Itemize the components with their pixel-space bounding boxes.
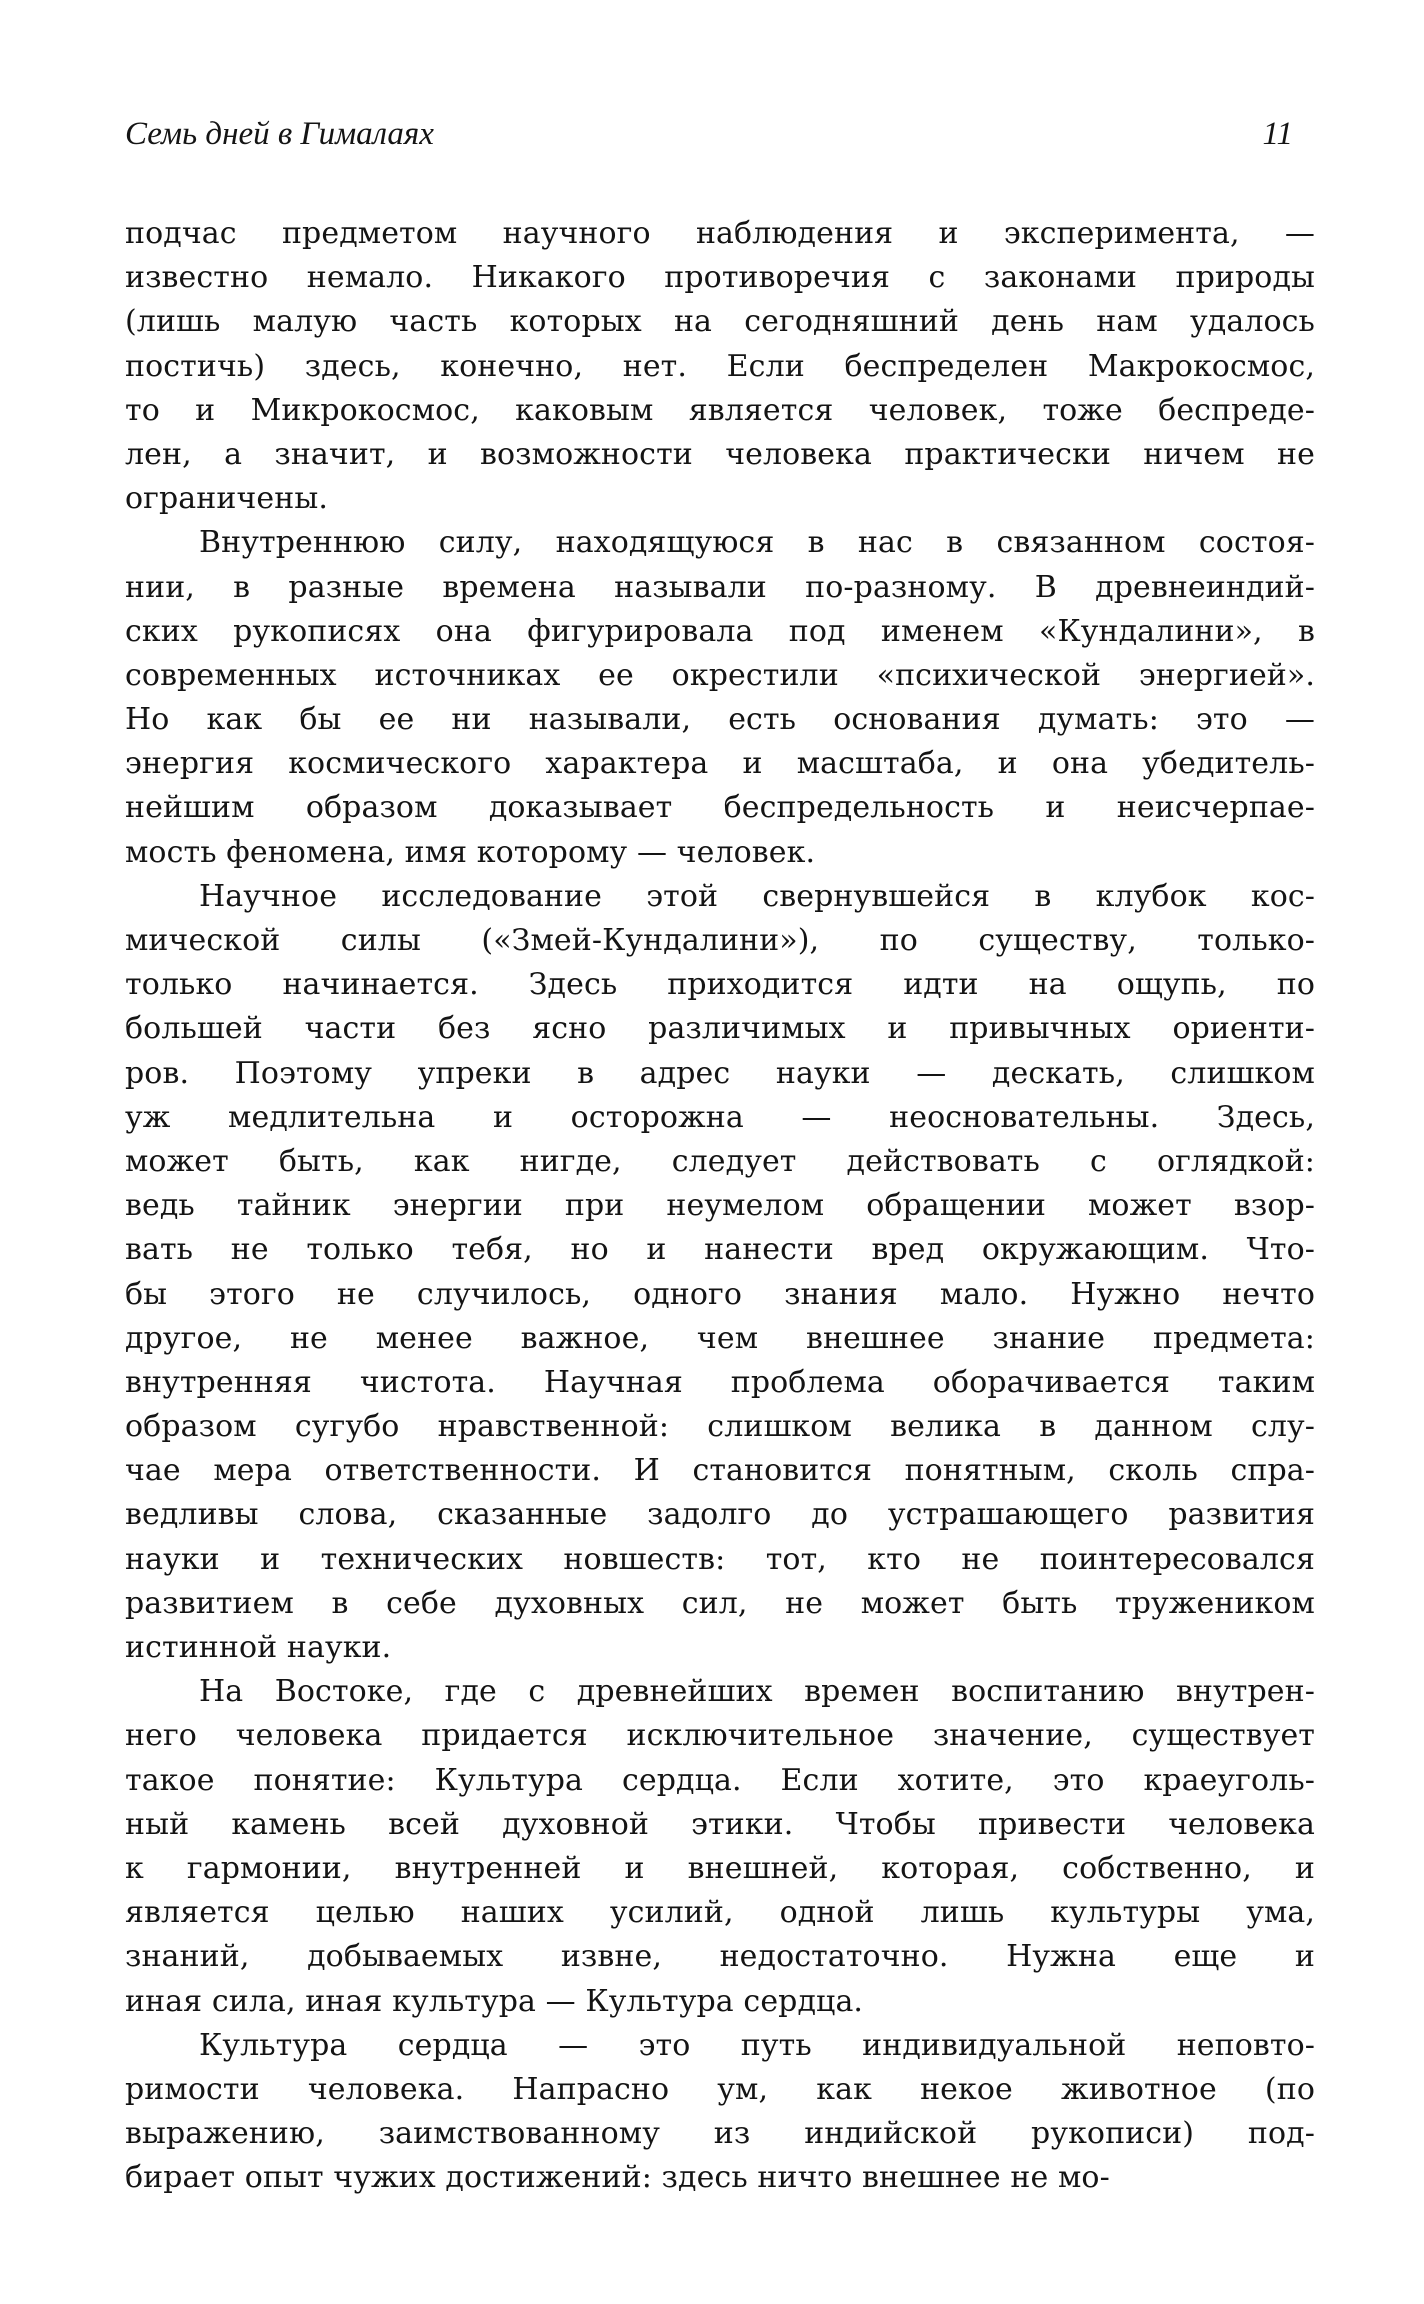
text-line: развитием в себе духовных сил, не может быть тружеником	[125, 1585, 1315, 1621]
text-line: него человека придается исключительное значение, существует	[125, 1718, 1315, 1754]
paragraph	[125, 875, 1315, 1670]
text-line: только начинается. Здесь приходится идти на ощупь, по	[125, 967, 1315, 1003]
text-line: ведь тайник энергии при неумелом обращении может взор-	[125, 1188, 1315, 1224]
text-line: уж медлительна и осторожна — неосновательны. Здесь,	[125, 1099, 1315, 1135]
text-line: иная сила, иная культура — Культура сердца.	[125, 1983, 864, 2019]
text-line: ный камень всей духовной этики. Чтобы привести человека	[125, 1806, 1315, 1842]
text-line: к гармонии, внутренней и внешней, которая, собственно, и	[125, 1850, 1315, 1886]
text-line: образом сугубо нравственной: слишком велика в данном слу-	[125, 1409, 1315, 1445]
text-line: вать не только тебя, но и нанести вред окружающим. Что-	[125, 1232, 1315, 1268]
paragraph	[125, 1670, 1315, 2024]
text-line: На Востоке, где с древнейших времен воспитанию внутрен-	[199, 1674, 1315, 1710]
text-line: Но как бы ее ни называли, есть основания думать: это —	[125, 702, 1315, 738]
text-line: истинной науки.	[125, 1630, 392, 1665]
text-line: мость феномена, имя которому — человек.	[125, 834, 816, 870]
text-line: нии, в разные времена называли по-разному. В древнеиндий-	[125, 569, 1315, 605]
text-line: знаний, добываемых извне, недостаточно. Нужна еще и	[125, 1939, 1315, 1975]
text-line: постичь) здесь, конечно, нет. Если беспределен Макрокосмос,	[125, 348, 1315, 384]
text-line: такое понятие: Культура сердца. Если хотите, это краеуголь-	[125, 1762, 1315, 1798]
running-head	[125, 112, 1315, 156]
text-line: современных источниках ее окрестили «психической энергией».	[125, 657, 1315, 693]
text-line: ров. Поэтому упреки в адрес науки — дескать, слишком	[125, 1055, 1315, 1091]
text-line: бы этого не случилось, одного знания мало. Нужно нечто	[125, 1276, 1315, 1312]
text-line: энергия космического характера и масштаба, и она убедитель-	[125, 746, 1315, 782]
text-line: ограничены.	[125, 481, 328, 517]
text-line: ских рукописях она фигурировала под именем «Кундалини», в	[125, 613, 1315, 649]
body-text	[125, 212, 1315, 2200]
paragraph	[125, 212, 1315, 521]
text-line: является целью наших усилий, одной лишь культуры ума,	[125, 1895, 1315, 1931]
text-line: известно немало. Никакого противоречия с законами природы	[125, 260, 1315, 296]
text-line: другое, не менее важное, чем внешнее знание предмета:	[125, 1320, 1315, 1356]
text-line: Культура сердца — это путь индивидуальной неповто-	[199, 2027, 1315, 2063]
text-line: мической силы («Змей-Кундалини»), по существу, только-	[125, 923, 1315, 958]
text-line: чае мера ответственности. И становится понятным, сколь спра-	[125, 1453, 1315, 1489]
text-line: нейшим образом доказывает беспредельность и неисчерпае-	[125, 790, 1315, 826]
text-line: подчас предметом научного наблюдения и эксперимента, —	[125, 216, 1315, 251]
text-line: Внутреннюю силу, находящуюся в нас в связанном состоя-	[199, 525, 1315, 561]
text-line: внутренняя чистота. Научная проблема оборачивается таким	[125, 1364, 1315, 1400]
text-line: Научное исследование этой свернувшейся в клубок кос-	[199, 878, 1315, 914]
page-number: 11	[1262, 116, 1293, 152]
paragraph	[125, 521, 1315, 875]
running-title: Семь дней в Гималаях	[125, 116, 434, 152]
text-line: может быть, как нигде, следует действовать с оглядкой:	[125, 1143, 1315, 1179]
text-line: выражению, заимствованному из индийской рукописи) под-	[125, 2116, 1315, 2152]
text-line: науки и технических новшеств: тот, кто не поинтересовался	[125, 1541, 1315, 1577]
text-line: лен, а значит, и возможности человека практически ничем не	[125, 436, 1315, 472]
text-line: то и Микрокосмос, каковым является человек, тоже беспреде-	[125, 392, 1315, 428]
paragraph	[125, 2024, 1315, 2201]
text-line: римости человека. Напрасно ум, как некое животное (по	[125, 2071, 1315, 2107]
text-line: большей части без ясно различимых и привычных ориенти-	[125, 1011, 1315, 1047]
text-line: ведливы слова, сказанные задолго до устрашающего развития	[125, 1497, 1315, 1533]
text-line: бирает опыт чужих достижений: здесь ничто внешнее не мо-	[125, 2160, 1110, 2196]
text-line: (лишь малую часть которых на сегодняшний день нам удалось	[125, 304, 1315, 340]
book-page	[125, 0, 1315, 2304]
